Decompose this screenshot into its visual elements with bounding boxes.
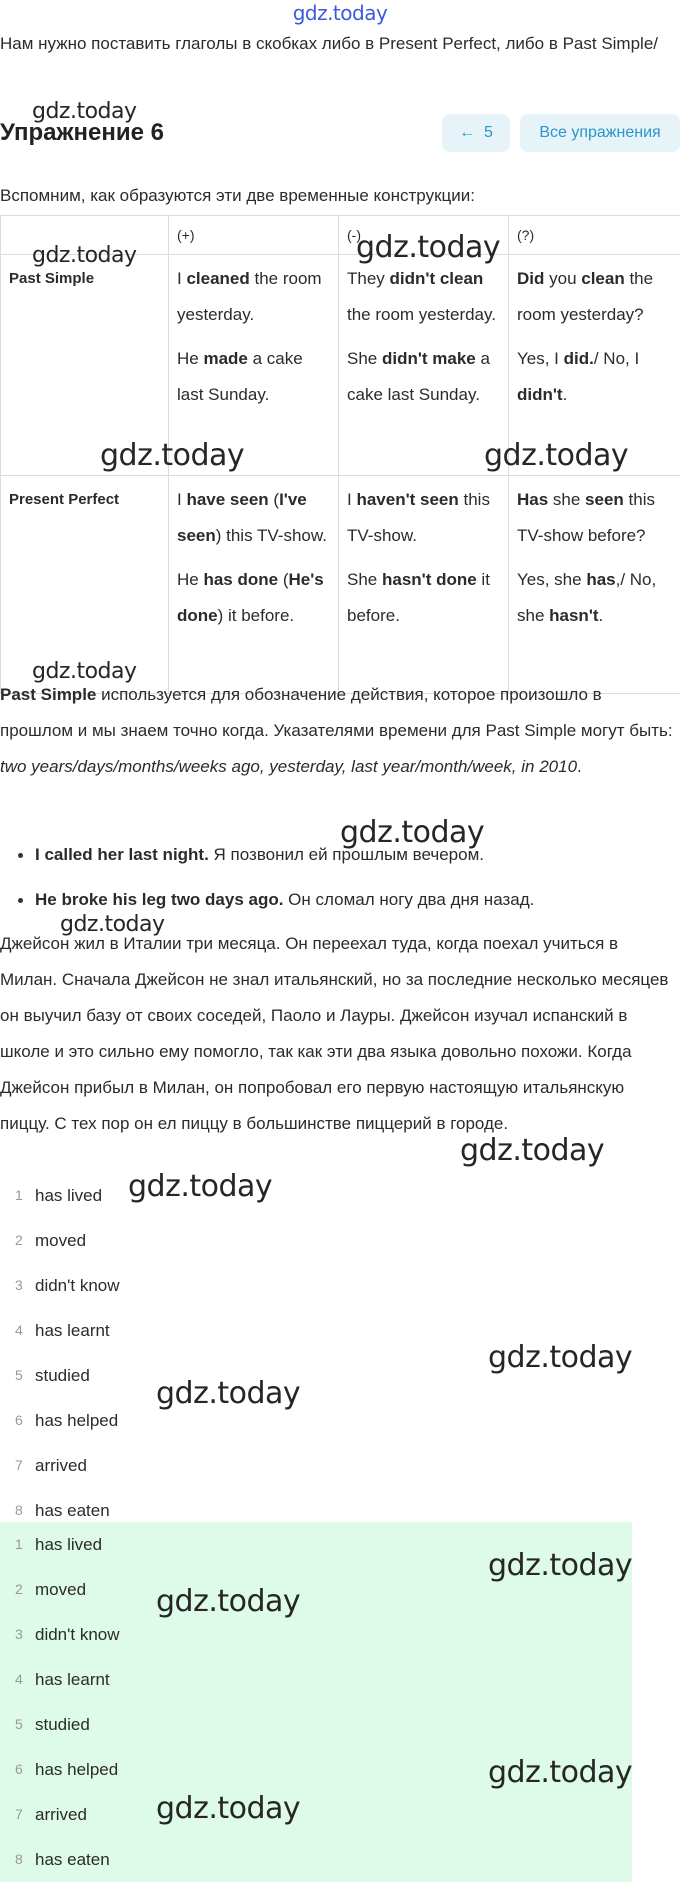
list-item: 8 has eaten	[0, 1488, 632, 1533]
example-sentence: She hasn't done it before.	[347, 562, 500, 634]
watermark: gdz.today	[156, 1586, 300, 1618]
example-sentence: I cleaned the room yesterday.	[177, 261, 330, 333]
watermark: gdz.today	[32, 660, 137, 684]
list-item: He broke his leg two days ago. Он сломал ногу два дня назад.	[0, 882, 680, 927]
table-header-negative: (-)	[339, 216, 509, 255]
watermark: gdz.today	[156, 1378, 300, 1410]
site-logo[interactable]: gdz.today	[0, 1, 680, 25]
list-item: 1 has lived	[0, 1522, 632, 1567]
example-sentence: He made a cake last Sunday.	[177, 341, 330, 413]
watermark: gdz.today	[356, 232, 500, 264]
list-item: 6 has helped	[0, 1398, 632, 1443]
watermark: gdz.today	[60, 913, 165, 937]
all-exercises-button[interactable]: Все упражнения	[520, 114, 680, 152]
list-item: 4 has learnt	[0, 1657, 632, 1702]
list-item: I called her last night. Я позвонил ей прошлым вечером.	[0, 837, 680, 882]
list-item: 3 didn't know	[0, 1263, 632, 1308]
example-sentence: Yes, I did./ No, I didn't.	[517, 341, 672, 413]
intro-text: Нам нужно поставить глаголы в скобках либо в Present Perfect, либо в Past Simple/	[0, 26, 675, 62]
list-item: 4 has learnt	[0, 1308, 632, 1353]
page-title: Упражнение 6	[0, 112, 164, 154]
example-sentence: They didn't clean the room yesterday.	[347, 261, 500, 333]
example-sentence: I haven't seen this TV-show.	[347, 482, 500, 554]
story-text: Джейсон жил в Италии три месяца. Он переехал туда, когда поехал учиться в Милан. Сначала Джейсон не знал итальянский, но за последние несколько месяцев он выучил базу от своих соседей, Паоло и Лауры. Джейсон изучал испанский в школе и это сильно ему помогло, так как эти два языка довольно похожи. Когда Джейсон прибыл в Милан, он попробовал его первую настоящую итальянскую пиццу. С тех пор он ел пиццу в большинстве пиццерий в городе.	[0, 926, 675, 1142]
example-sentence: He has done (He's done) it before.	[177, 562, 330, 634]
example-sentence: She didn't make a cake last Sunday.	[347, 341, 500, 413]
list-item: 8 has eaten	[0, 1837, 632, 1882]
row-label-past-simple: Past Simple	[1, 255, 169, 476]
cell-pp-positive	[169, 476, 339, 694]
watermark: gdz.today	[460, 1135, 604, 1167]
watermark: gdz.today	[484, 440, 628, 472]
list-item: 2 moved	[0, 1218, 632, 1263]
list-item: 5 studied	[0, 1702, 632, 1747]
prev-exercise-label: 5	[484, 124, 493, 141]
recall-text: Вспомним, как образуются эти две временные конструкции:	[0, 178, 675, 214]
example-sentence: Yes, she has,/ No, she hasn't.	[517, 562, 672, 634]
table-header-positive: (+)	[169, 216, 339, 255]
watermark: gdz.today	[488, 1342, 632, 1374]
list-item: 1 has lived	[0, 1173, 632, 1218]
list-item: 2 moved	[0, 1567, 632, 1612]
watermark: gdz.today	[128, 1171, 272, 1203]
watermark: gdz.today	[340, 817, 484, 849]
cell-pp-negative	[339, 476, 509, 694]
list-item: 3 didn't know	[0, 1612, 632, 1657]
example-sentence: Did you clean the room yesterday?	[517, 261, 672, 333]
example-sentence: I have seen (I've seen) this TV-show.	[177, 482, 330, 554]
watermark: gdz.today	[156, 1793, 300, 1825]
prev-exercise-button[interactable]	[442, 114, 510, 152]
cell-ps-negative	[339, 255, 509, 476]
row-label-present-perfect: Present Perfect	[1, 476, 169, 694]
watermark: gdz.today	[100, 440, 244, 472]
list-item: 6 has helped	[0, 1747, 632, 1792]
watermark: gdz.today	[488, 1757, 632, 1789]
list-item: 5 studied	[0, 1353, 632, 1398]
table-header-question: (?)	[509, 216, 680, 255]
example-sentence: Has she seen this TV-show before?	[517, 482, 672, 554]
watermark: gdz.today	[488, 1550, 632, 1582]
past-simple-explanation: Past Simple используется для обозначение действия, которое произошло в прошлом и мы знаем точно когда. Указателями времени для Past Simple могут быть: two years/days/months/weeks ago, yesterday, last year/month/week, in 2010.	[0, 677, 675, 785]
watermark: gdz.today	[32, 244, 137, 268]
list-item: 7 arrived	[0, 1792, 632, 1837]
cell-pp-question	[509, 476, 680, 694]
list-item: 7 arrived	[0, 1443, 632, 1488]
arrow-left-icon: ←	[459, 124, 475, 141]
watermark: gdz.today	[32, 100, 137, 124]
